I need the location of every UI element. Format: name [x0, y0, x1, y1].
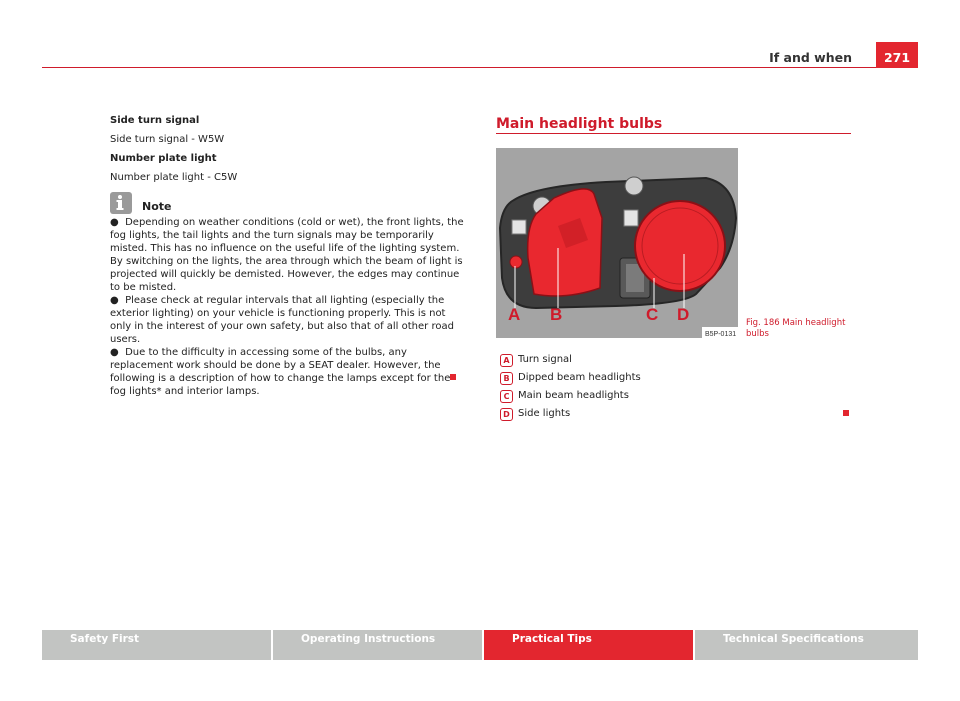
info-icon: [110, 192, 132, 214]
chapter-title: If and when: [769, 50, 852, 65]
note-bullet-text: Due to the difficulty in accessing some of the bulbs, any replacement work should be done by a SEAT dealer. However, the following is a description of how to change the lamps except for the fog lights* and interior lamps.: [110, 347, 451, 397]
legend-key: B: [500, 372, 513, 385]
plate-text: Number plate light - C5W: [110, 172, 238, 183]
section-end-marker: [843, 410, 849, 416]
header-rule: [42, 67, 918, 68]
note-bullet: [110, 216, 466, 294]
footer-nav: [42, 630, 918, 660]
figure-label-d: D: [677, 305, 690, 324]
bullet-symbol: ●: [110, 295, 119, 306]
tab-practical-tips[interactable]: Practical Tips: [484, 630, 693, 660]
left-column: [110, 114, 466, 398]
tab-safety-first[interactable]: Safety First: [42, 630, 271, 660]
figure-label-b: B: [550, 305, 563, 324]
legend-text: Side lights: [518, 408, 571, 419]
figure-label-c: C: [646, 305, 659, 324]
section-title-rule: [496, 133, 851, 134]
headlight-figure: [496, 148, 738, 338]
figure-code: B5P-0131: [705, 331, 737, 338]
note-bullet-text: Please check at regular intervals that all lighting (especially the exterior lighting) on your vehicle is functioning properly. This is not only in the interest of your own safety, but also that of all other road users.: [110, 295, 454, 345]
legend-key: A: [500, 354, 513, 367]
note-bullet: [110, 346, 466, 398]
bullet-symbol: ●: [110, 347, 119, 358]
page-number: 271: [876, 42, 918, 68]
side-turn-text: Side turn signal - W5W: [110, 134, 225, 145]
note-label: Note: [142, 200, 172, 213]
note-bullet-text: Depending on weather conditions (cold or wet), the front lights, the fog lights, the tail lights and the turn signals may be temporarily misted. This has no influence on the useful life of the lighting system. By switching on the lights, the area through which the beam of light is projected will quickly be demisted. However, the edges may continue to be misted.: [110, 217, 464, 293]
figure-caption: Fig. 186 Main headlight bulbs: [746, 318, 846, 339]
section-title: Main headlight bulbs: [496, 116, 663, 132]
note-header: [110, 192, 466, 216]
note-bullet: [110, 294, 466, 346]
legend-text: Dipped beam headlights: [518, 372, 641, 383]
figure-label-a: A: [508, 305, 521, 324]
section-end-marker: [450, 374, 456, 380]
tab-technical-specifications[interactable]: Technical Specifications: [695, 630, 918, 660]
plate-heading: Number plate light: [110, 153, 217, 164]
bullet-symbol: ●: [110, 217, 119, 228]
side-turn-heading: Side turn signal: [110, 115, 200, 126]
tab-operating-instructions[interactable]: Operating Instructions: [273, 630, 482, 660]
legend-key: C: [500, 390, 513, 403]
legend-text: Main beam headlights: [518, 390, 629, 401]
legend-text: Turn signal: [518, 354, 572, 365]
legend-key: D: [500, 408, 513, 421]
